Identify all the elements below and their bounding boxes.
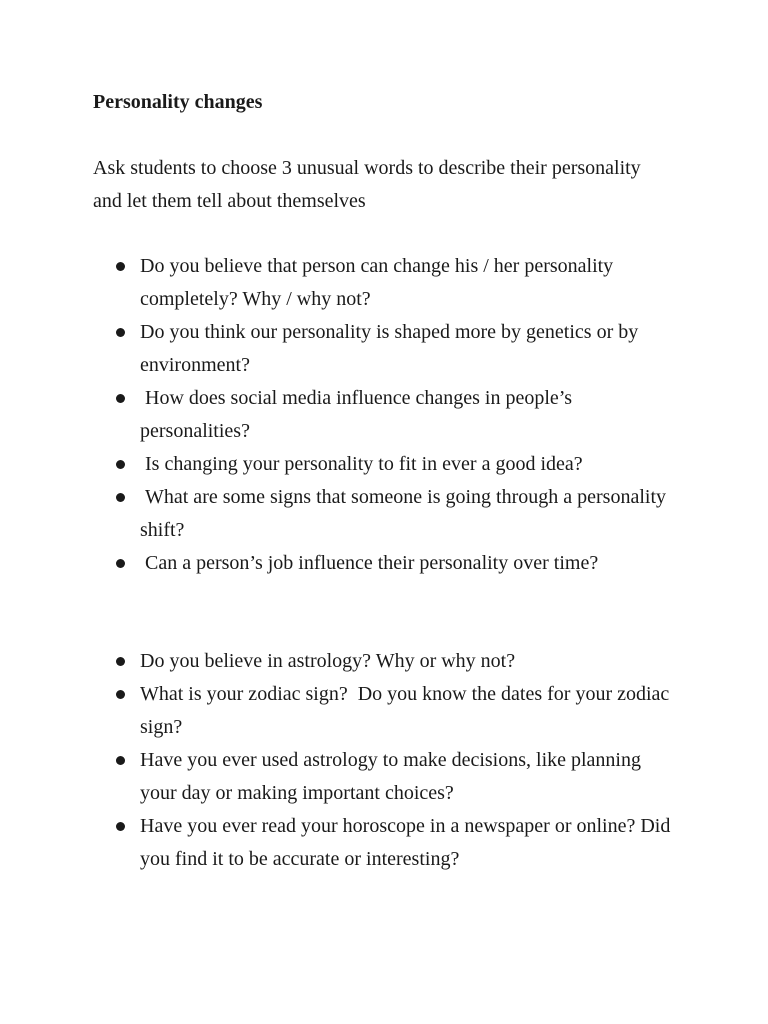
bullet-icon (116, 559, 125, 568)
question-text: Have you ever used astrology to make decisions, like planning your day or making important choices? (140, 749, 641, 804)
list-item (112, 448, 672, 481)
discussion-questions-personality (112, 250, 672, 580)
list-item (112, 547, 672, 580)
bullet-icon (116, 690, 125, 699)
question-text: Do you think our personality is shaped more by genetics or by environment? (140, 321, 639, 376)
question-text: What is your zodiac sign? Do you know the dates for your zodiac sign? (140, 683, 675, 738)
list-item (112, 810, 672, 876)
intro-paragraph: Ask students to choose 3 unusual words to describe their personality and let them tell about themselves (93, 157, 641, 212)
list-item (112, 744, 672, 810)
list-item (112, 645, 672, 678)
list-item (112, 481, 672, 547)
discussion-questions-astrology (112, 645, 675, 876)
bullet-icon (116, 493, 125, 502)
list-item (112, 382, 672, 448)
bullet-icon (116, 657, 125, 666)
bullet-icon (116, 822, 125, 831)
question-text: How does social media influence changes in people’s personalities? (140, 387, 578, 442)
list-item (112, 250, 672, 316)
list-item (112, 678, 675, 744)
question-text: Have you ever read your horoscope in a newspaper or online? Did you find it to be accurate or interesting? (140, 815, 671, 870)
bullet-icon (116, 262, 125, 271)
question-text: Do you believe that person can change his / her personality completely? Why / why not? (140, 255, 614, 310)
bullet-icon (116, 394, 125, 403)
bullet-icon (116, 328, 125, 337)
page-title: Personality changes (93, 91, 263, 113)
question-text: Do you believe in astrology? Why or why not? (140, 650, 516, 672)
question-text: What are some signs that someone is going through a personality shift? (140, 486, 672, 541)
question-text: Can a person’s job influence their personality over time? (140, 552, 599, 574)
question-text: Is changing your personality to fit in ever a good idea? (140, 453, 583, 475)
bullet-icon (116, 756, 125, 765)
list-item (112, 316, 672, 382)
bullet-icon (116, 460, 125, 469)
